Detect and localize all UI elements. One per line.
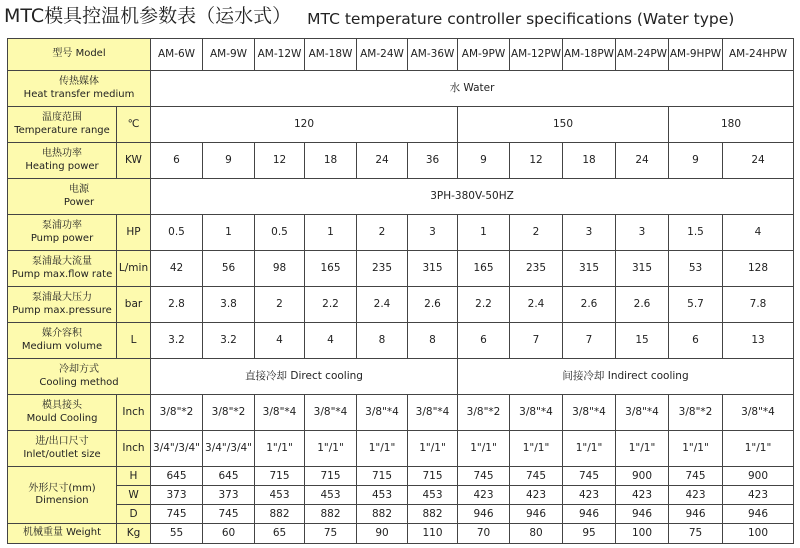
- dimension-h-cell: 900: [616, 467, 669, 486]
- dimension-w-cell: 373: [151, 486, 203, 505]
- mould-cell: 3/8"*4: [357, 395, 408, 431]
- mould-label: [8, 395, 117, 431]
- flow-cell: 165: [458, 251, 510, 287]
- dimension-d-cell: 745: [151, 505, 203, 524]
- mould-row: [8, 395, 794, 431]
- heating-cell: 12: [255, 143, 305, 179]
- pressure-cell: 2.6: [563, 287, 616, 323]
- mould-cell: 3/8"*2: [458, 395, 510, 431]
- dimension-d-cell: 882: [408, 505, 458, 524]
- weight-cell: 70: [458, 524, 510, 544]
- dimension-d-cell: 946: [723, 505, 794, 524]
- pressure-cell: 2.6: [408, 287, 458, 323]
- dimension-h-cell: 715: [255, 467, 305, 486]
- weight-cell: 80: [510, 524, 563, 544]
- dimension-w-cell: 453: [305, 486, 357, 505]
- temp-label: [8, 107, 117, 143]
- inlet-cell: 1"/1": [616, 431, 669, 467]
- heating-label-en: Heating power: [25, 160, 99, 172]
- dimension-h-row: [8, 467, 794, 486]
- heating-label-cn: 电热功率: [42, 148, 82, 159]
- cooling-row: [8, 359, 794, 395]
- pump-cell: 3: [616, 215, 669, 251]
- model-cell: AM-12PW: [510, 39, 563, 71]
- inlet-cell: 1"/1": [357, 431, 408, 467]
- model-cell: AM-24PW: [616, 39, 669, 71]
- heating-cell: 6: [151, 143, 203, 179]
- mould-cell: 3/8"*4: [305, 395, 357, 431]
- dimension-w-cell: 453: [255, 486, 305, 505]
- inlet-cell: 1"/1": [563, 431, 616, 467]
- medium-value: 水 Water: [151, 71, 794, 107]
- pump-label-cn: 泵浦功率: [42, 220, 82, 231]
- volume-cell: 4: [255, 323, 305, 359]
- dimension-label: [8, 467, 117, 524]
- heating-cell: 36: [408, 143, 458, 179]
- dimension-h-cell: 645: [151, 467, 203, 486]
- pressure-cell: 2.4: [510, 287, 563, 323]
- temp-row: [8, 107, 794, 143]
- flow-unit: L/min: [117, 251, 151, 287]
- volume-cell: 3.2: [203, 323, 255, 359]
- volume-cell: 6: [669, 323, 723, 359]
- inlet-cell: 1"/1": [408, 431, 458, 467]
- weight-cell: 65: [255, 524, 305, 544]
- flow-cell: 42: [151, 251, 203, 287]
- dimension-h-cell: 715: [305, 467, 357, 486]
- pump-cell: 1.5: [669, 215, 723, 251]
- model-row: [8, 39, 794, 71]
- flow-cell: 315: [563, 251, 616, 287]
- dimension-w-cell: 423: [669, 486, 723, 505]
- model-cell: AM-18PW: [563, 39, 616, 71]
- power-row: [8, 179, 794, 215]
- weight-cell: 60: [203, 524, 255, 544]
- dimension-w-cell: 373: [203, 486, 255, 505]
- dimension-h-cell: 745: [669, 467, 723, 486]
- weight-unit: Kg: [117, 524, 151, 544]
- dimension-d-cell: 882: [305, 505, 357, 524]
- inlet-cell: 3/4"/3/4": [203, 431, 255, 467]
- model-cell: AM-24W: [357, 39, 408, 71]
- pressure-cell: 3.8: [203, 287, 255, 323]
- pressure-label: [8, 287, 117, 323]
- flow-label: [8, 251, 117, 287]
- weight-cell: 75: [669, 524, 723, 544]
- pressure-unit: bar: [117, 287, 151, 323]
- dimension-d-cell: 946: [669, 505, 723, 524]
- inlet-cell: 1"/1": [458, 431, 510, 467]
- dimension-d-row: [8, 505, 794, 524]
- dimension-w-cell: 423: [458, 486, 510, 505]
- model-cell: AM-12W: [255, 39, 305, 71]
- volume-cell: 8: [357, 323, 408, 359]
- heating-cell: 9: [458, 143, 510, 179]
- weight-cell: 90: [357, 524, 408, 544]
- heating-cell: 24: [357, 143, 408, 179]
- dimension-d-cell: 946: [563, 505, 616, 524]
- volume-cell: 4: [305, 323, 357, 359]
- heating-cell: 18: [305, 143, 357, 179]
- dimension-h-cell: 645: [203, 467, 255, 486]
- dimension-d-cell: 946: [510, 505, 563, 524]
- flow-cell: 235: [357, 251, 408, 287]
- medium-label-en: Heat transfer medium: [23, 88, 135, 100]
- flow-label-cn: 泵浦最大流量: [32, 256, 92, 267]
- pump-label: [8, 215, 117, 251]
- pump-cell: 4: [723, 215, 794, 251]
- page-title: [0, 0, 800, 28]
- pump-cell: 2: [510, 215, 563, 251]
- volume-cell: 7: [563, 323, 616, 359]
- temp-unit: ℃: [117, 107, 151, 143]
- model-cell: AM-18W: [305, 39, 357, 71]
- pressure-cell: 2.2: [458, 287, 510, 323]
- mould-unit: Inch: [117, 395, 151, 431]
- inlet-label: [8, 431, 117, 467]
- temp-value: 180: [669, 107, 794, 143]
- weight-cell: 100: [723, 524, 794, 544]
- flow-cell: 128: [723, 251, 794, 287]
- inlet-row: [8, 431, 794, 467]
- pressure-label-cn: 泵浦最大压力: [32, 292, 92, 303]
- pump-label-en: Pump power: [30, 232, 94, 244]
- inlet-cell: 1"/1": [669, 431, 723, 467]
- weight-cell: 110: [408, 524, 458, 544]
- flow-cell: 315: [616, 251, 669, 287]
- weight-cell: 100: [616, 524, 669, 544]
- pressure-label-en: Pump max.pressure: [12, 304, 112, 316]
- volume-cell: 15: [616, 323, 669, 359]
- inlet-unit: Inch: [117, 431, 151, 467]
- flow-cell: 56: [203, 251, 255, 287]
- volume-cell: 7: [510, 323, 563, 359]
- mould-label-en: Mould Cooling: [26, 412, 98, 424]
- power-label-en: Power: [63, 196, 95, 208]
- model-cell: AM-36W: [408, 39, 458, 71]
- inlet-cell: 1"/1": [510, 431, 563, 467]
- volume-cell: 13: [723, 323, 794, 359]
- weight-cell: 95: [563, 524, 616, 544]
- volume-row: [8, 323, 794, 359]
- temp-label-cn: 温度范围: [42, 112, 82, 123]
- mould-cell: 3/8"*4: [616, 395, 669, 431]
- inlet-label-cn: 进/出口尺寸: [35, 436, 89, 447]
- dimension-d-cell: 745: [203, 505, 255, 524]
- heating-row: [8, 143, 794, 179]
- mould-cell: 3/8"*4: [563, 395, 616, 431]
- weight-cell: 75: [305, 524, 357, 544]
- volume-cell: 6: [458, 323, 510, 359]
- dimension-label-en: Dimension: [35, 495, 89, 506]
- flow-cell: 315: [408, 251, 458, 287]
- dimension-label-cn: 外形尺寸(mm): [28, 482, 96, 494]
- inlet-cell: 1"/1": [255, 431, 305, 467]
- weight-label: 机械重量 Weight: [8, 524, 117, 544]
- pump-cell: 1: [458, 215, 510, 251]
- pump-cell: 1: [203, 215, 255, 251]
- flow-label-en: Pump max.flow rate: [11, 268, 113, 280]
- dimension-h-cell: 745: [510, 467, 563, 486]
- temp-value: 150: [458, 107, 669, 143]
- pressure-cell: 5.7: [669, 287, 723, 323]
- cooling-label-en: Cooling method: [39, 376, 119, 388]
- pressure-cell: 7.8: [723, 287, 794, 323]
- pump-row: [8, 215, 794, 251]
- cooling-label: [8, 359, 151, 395]
- dimension-d-unit: D: [117, 505, 151, 524]
- spec-table: [7, 38, 794, 544]
- medium-row: [8, 71, 794, 107]
- model-cell: AM-9HPW: [669, 39, 723, 71]
- model-cell: AM-9PW: [458, 39, 510, 71]
- pump-cell: 3: [408, 215, 458, 251]
- pump-cell: 2: [357, 215, 408, 251]
- power-label-cn: 电源: [69, 184, 89, 195]
- pressure-cell: 2.2: [305, 287, 357, 323]
- volume-unit: L: [117, 323, 151, 359]
- weight-row: [8, 524, 794, 544]
- pressure-row: [8, 287, 794, 323]
- dimension-w-cell: 423: [723, 486, 794, 505]
- dimension-d-cell: 882: [255, 505, 305, 524]
- temp-label-en: Temperature range: [14, 124, 110, 136]
- dimension-h-unit: H: [117, 467, 151, 486]
- heating-cell: 9: [669, 143, 723, 179]
- volume-cell: 8: [408, 323, 458, 359]
- inlet-label-en: Inlet/outlet size: [23, 448, 101, 460]
- inlet-cell: 1"/1": [305, 431, 357, 467]
- dimension-d-cell: 946: [616, 505, 669, 524]
- mould-label-cn: 模具接头: [42, 400, 82, 411]
- model-cell: AM-9W: [203, 39, 255, 71]
- pressure-cell: 2.6: [616, 287, 669, 323]
- weight-cell: 55: [151, 524, 203, 544]
- cooling-indirect: 间接冷却 Indirect cooling: [458, 359, 794, 395]
- dimension-w-unit: W: [117, 486, 151, 505]
- mould-cell: 3/8"*4: [408, 395, 458, 431]
- model-label: 型号 Model: [8, 39, 151, 71]
- flow-cell: 165: [305, 251, 357, 287]
- power-value: 3PH-380V-50HZ: [151, 179, 794, 215]
- dimension-h-cell: 745: [563, 467, 616, 486]
- mould-cell: 3/8"*2: [203, 395, 255, 431]
- pressure-cell: 2: [255, 287, 305, 323]
- volume-label-en: Medium volume: [21, 340, 103, 352]
- heating-cell: 9: [203, 143, 255, 179]
- mould-cell: 3/8"*2: [151, 395, 203, 431]
- volume-label: [8, 323, 117, 359]
- dimension-w-cell: 423: [510, 486, 563, 505]
- volume-cell: 3.2: [151, 323, 203, 359]
- dimension-h-cell: 715: [408, 467, 458, 486]
- dimension-w-cell: 453: [357, 486, 408, 505]
- heating-cell: 24: [723, 143, 794, 179]
- pump-cell: 1: [305, 215, 357, 251]
- dimension-w-cell: 423: [563, 486, 616, 505]
- flow-cell: 53: [669, 251, 723, 287]
- dimension-d-cell: 946: [458, 505, 510, 524]
- heating-cell: 24: [616, 143, 669, 179]
- dimension-w-cell: 453: [408, 486, 458, 505]
- power-label: [8, 179, 151, 215]
- medium-label: [8, 71, 151, 107]
- heating-cell: 12: [510, 143, 563, 179]
- model-cell: AM-6W: [151, 39, 203, 71]
- pump-unit: HP: [117, 215, 151, 251]
- temp-value: 120: [151, 107, 458, 143]
- mould-cell: 3/8"*4: [255, 395, 305, 431]
- medium-label-cn: 传热媒体: [59, 76, 99, 87]
- flow-row: [8, 251, 794, 287]
- heating-label: [8, 143, 117, 179]
- mould-cell: 3/8"*2: [669, 395, 723, 431]
- dimension-w-row: [8, 486, 794, 505]
- pump-cell: 3: [563, 215, 616, 251]
- pump-cell: 0.5: [151, 215, 203, 251]
- model-cell: AM-24HPW: [723, 39, 794, 71]
- heating-unit: KW: [117, 143, 151, 179]
- cooling-label-cn: 冷却方式: [59, 364, 99, 375]
- pressure-cell: 2.4: [357, 287, 408, 323]
- pump-cell: 0.5: [255, 215, 305, 251]
- title-cn: MTC模具控温机参数表（运水式）: [4, 5, 292, 27]
- dimension-d-cell: 882: [357, 505, 408, 524]
- cooling-direct: 直接冷却 Direct cooling: [151, 359, 458, 395]
- pressure-cell: 2.8: [151, 287, 203, 323]
- flow-cell: 235: [510, 251, 563, 287]
- mould-cell: 3/8"*4: [723, 395, 794, 431]
- flow-cell: 98: [255, 251, 305, 287]
- dimension-w-cell: 423: [616, 486, 669, 505]
- dimension-h-cell: 745: [458, 467, 510, 486]
- inlet-cell: 1"/1": [723, 431, 794, 467]
- mould-cell: 3/8"*4: [510, 395, 563, 431]
- volume-label-cn: 媒介容积: [42, 328, 82, 339]
- dimension-h-cell: 900: [723, 467, 794, 486]
- inlet-cell: 3/4"/3/4": [151, 431, 203, 467]
- title-en: MTC temperature controller specifications (Water type): [307, 10, 735, 28]
- heating-cell: 18: [563, 143, 616, 179]
- dimension-h-cell: 715: [357, 467, 408, 486]
